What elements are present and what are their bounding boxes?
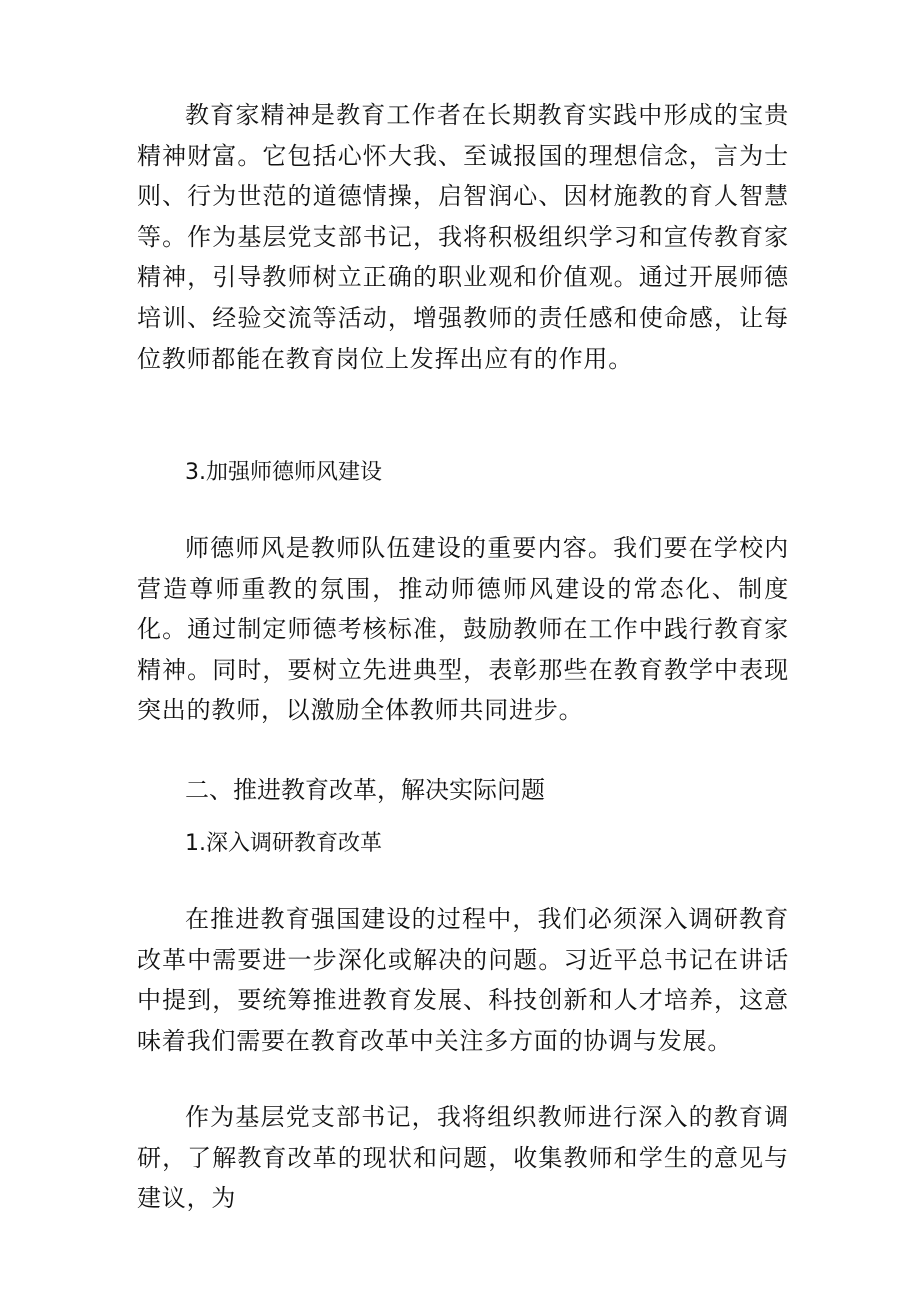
section-heading-text: 二、推进教育改革，解决实际问题 [185, 776, 545, 804]
section-heading [137, 774, 789, 806]
subheading-teacher-ethics [137, 458, 789, 488]
paragraph-text: 教育家精神是教育工作者在长期教育实践中形成的宝贵精神财富。它包括心怀大我、至诚报国的理想信念，言为士则、行为世范的道德情操，启智润心、因材施教的育人智慧等。作为基层党支部书记，我将积极组织学习和宣传教育家精神，引导教师树立正确的职业观和价值观。通过开展师德培训、经验交流等活动，增强教师的责任感和使命感，让每位教师都能在教育岗位上发挥出应有的作用。 [137, 101, 789, 373]
subheading-reform-research [137, 829, 789, 859]
paragraph-education-spirit [137, 95, 789, 379]
paragraph-branch-secretary [137, 1097, 789, 1219]
paragraph-text: 师德师风是教师队伍建设的重要内容。我们要在学校内营造尊师重教的氛围，推动师德师风建设的常态化、制度化。通过制定师德考核标准，鼓励教师在工作中践行教育家精神。同时，要树立先进典型，表彰那些在教育教学中表现突出的教师，以激励全体教师共同进步。 [137, 534, 789, 725]
paragraph-teacher-ethics [137, 528, 789, 731]
paragraph-reform-research [137, 899, 789, 1061]
paragraph-text: 在推进教育强国建设的过程中，我们必须深入调研教育改革中需要进一步深化或解决的问题。习近平总书记在讲话中提到，要统筹推进教育发展、科技创新和人才培养，这意味着我们需要在教育改革中关注多方面的协调与发展。 [137, 905, 789, 1055]
paragraph-text: 作为基层党支部书记，我将组织教师进行深入的教育调研，了解教育改革的现状和问题，收集教师和学生的意见与建议，为 [137, 1103, 789, 1213]
subheading-text: 1.深入调研教育改革 [185, 831, 382, 856]
subheading-text: 3.加强师德师风建设 [185, 460, 382, 485]
